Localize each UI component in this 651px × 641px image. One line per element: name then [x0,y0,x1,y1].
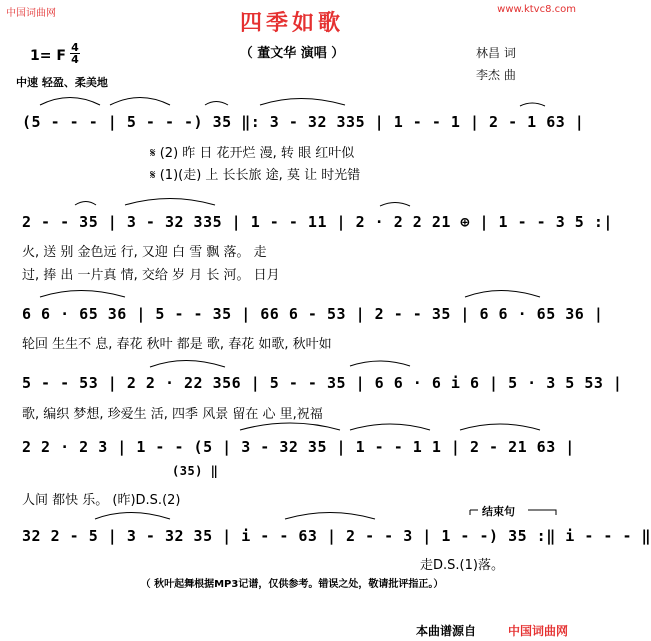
slur-intro-1 [40,98,100,106]
slur-row1-c [520,103,545,106]
singer-line: （ 董文华 演唱 ） [239,46,345,61]
tempo-marking: 中速 轻盈、柔美地 [16,76,108,89]
coda-label: 结束句 [482,505,515,518]
lyric-row-1-verse-2: 𝄋 (2) 昨 日 花开烂 漫, 转 眼 红叶似 [150,146,355,161]
slur-row3-a [40,291,125,298]
notation-row-6: 32 2 - 5 | 3 - 32 35 | i - - 63 | 2 - - 3 | 1 - -) 35 :‖ i - - - ‖ [22,527,651,545]
time-bottom: 4 [71,53,79,66]
lyric-row-4: 歌, 编织 梦想, 珍爱生 活, 四季 风景 留在 心 里,祝福 [22,407,323,422]
slur-row4-b [350,361,410,366]
lyric-row-5: 人间 都快 乐。 (昨)D.S.(2) [22,493,181,508]
notation-row-2: 2 - - 35 | 3 - 32 335 | 1 - - 11 | 2 · 2 2 21 ⊕ | 1 - - 3 5 :| [22,213,613,231]
slur-row5-b [350,424,430,430]
notation-row-3: 6 6 · 65 36 | 5 - - 35 | 66 6 - 53 | 2 - - 35 | 6 6 · 65 36 | [22,305,604,323]
slur-row3-b [465,291,540,298]
slur-intro-2 [110,98,170,106]
lyric-row-1-verse-1: 𝄋 (1)(走) 上 长长旅 途, 莫 让 时光错 [150,168,361,183]
slur-row5-c [460,424,540,430]
footer-source-label: 本曲谱源自 [416,624,477,638]
notation-row-5: 2 2 · 2 3 | 1 - - (5 | 3 - 32 35 | 1 - - 1 1 | 2 - 21 63 | [22,438,575,456]
composer: 李杰 曲 [476,68,516,82]
slur-row4-a [150,361,225,368]
slur-row1-a [205,102,228,106]
lyric-row-2-verse-b: 过, 捧 出 一片真 情, 交给 岁 月 长 河。 日月 [22,268,280,283]
footer-site-name: 中国词曲网 [508,624,569,638]
slur-row5-a [240,423,340,430]
key-signature: 1= F [30,48,66,64]
slur-row2-b [125,199,215,206]
lyricist: 林昌 词 [476,46,516,60]
notation-row-1: (5 - - - | 5 - - -) 35 ‖: 3 - 32 335 | 1 - - 1 | 2 - 1 63 | [22,113,585,131]
notation-row-4: 5 - - 53 | 2 2 · 22 356 | 5 - - 35 | 6 6 · 6 i 6 | 5 · 3 5 53 | [22,374,623,392]
coda-bracket [470,510,556,515]
transcription-note: （ 秋叶起舞根据MP3记谱，仅供参考。错误之处，敬请批评指正。） [140,579,444,590]
lyric-row-2-verse-a: 火, 送 别 金色远 行, 又迎 白 雪 飘 落。 走 [22,245,267,260]
watermark-left: 中国词曲网 [6,8,56,19]
time-top: 4 [71,41,79,54]
slur-row6-a [95,513,170,520]
song-title: 四季如歌 [239,11,344,36]
slur-row6-b [285,513,375,520]
slur-row1-b [260,99,345,106]
slur-row2-c [380,203,410,207]
watermark-right: www.ktvc8.com [497,4,576,15]
notation-row-5-alt: (35) ‖ [172,464,219,478]
slur-row2-a [75,202,96,206]
lyric-row-3: 轮回 生生不 息, 春花 秋叶 都是 歌, 春花 如歌, 秋叶如 [22,337,332,352]
lyric-row-6: 走D.S.(1)落。 [420,558,504,573]
